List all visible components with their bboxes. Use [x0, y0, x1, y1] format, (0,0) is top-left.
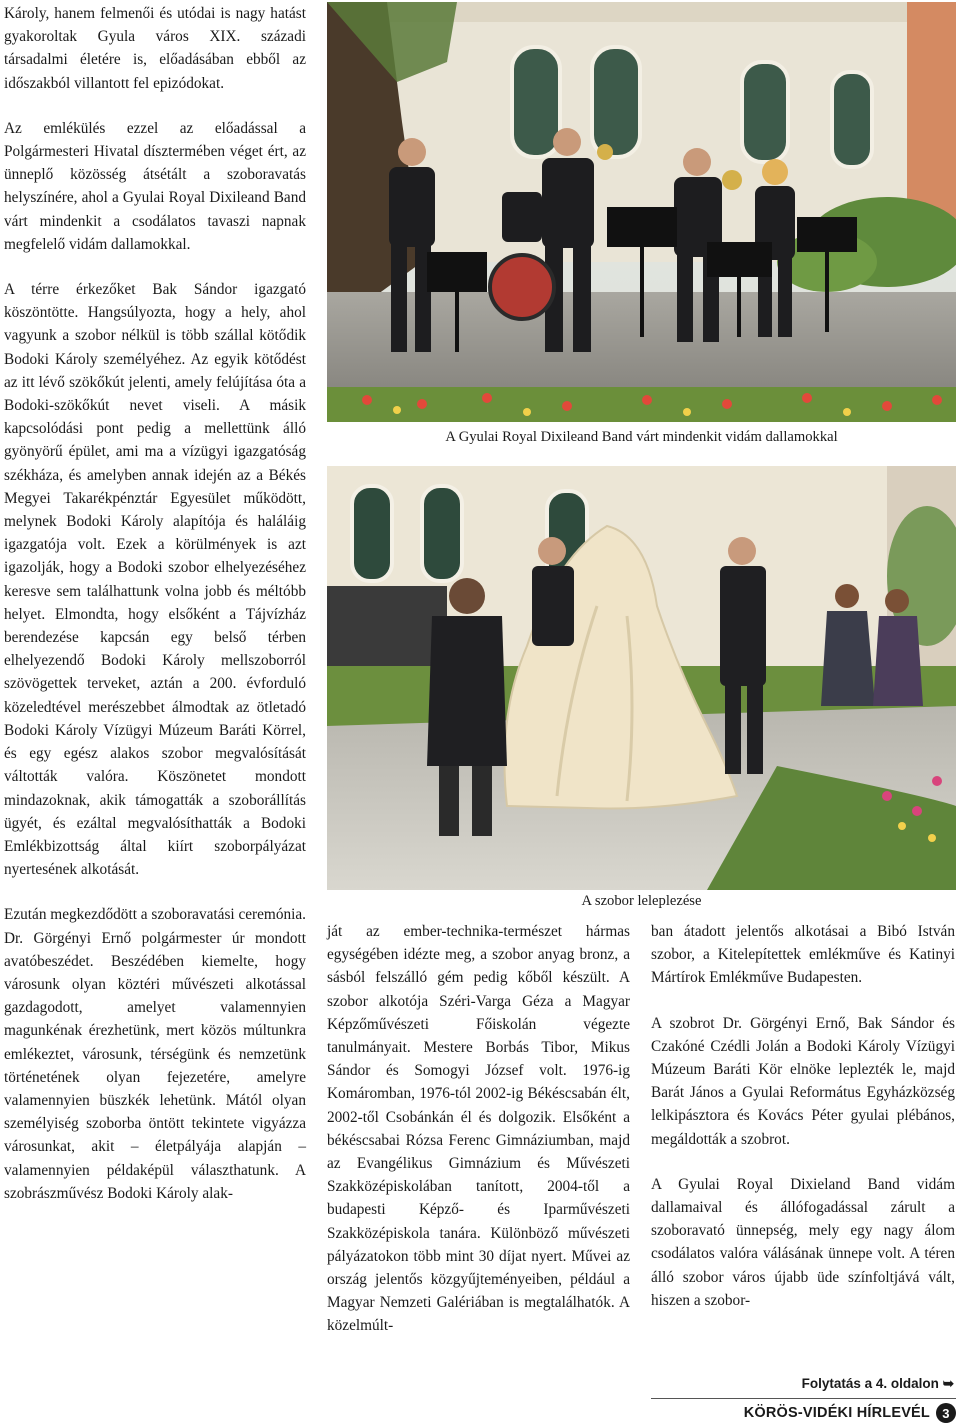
- paragraph: A szobrot Dr. Görgényi Ernő, Bak Sándor és Czakóné Czédli Jolán a Bodoki Károly Vízügyi Múzeum Baráti Kör elnöke leplezték le, majd Barát János a Gyulai Református Egyházközség lelkipásztora és Kovács Péter gyulai plébános, megáldották a szobrot.: [651, 1014, 955, 1148]
- page-footer: [744, 1403, 956, 1423]
- statue-photo-caption: A szobor leleplezése: [581, 893, 702, 909]
- band-photo-illustration: [327, 2, 956, 422]
- paragraph: ját az ember-technika-természet hármas egységében idézte meg, a szobor anyag bronz, a sásból felszálló gém pedig kőből készült. A szobor alkotója Széri-Varga Géza a Magyar Képzőművészeti Főiskolán végezte tanulmányait. Mestere Borbás Tibor, Mikus Sándor és Somogyi József volt. 1976-ig Komáromban, 1976-tól 2002-ig Békéscsabán élt, 2002-től Csobánkán él és dolgozik. Elsőként a békéscsabai Rózsa Ferenc Gimnáziumban, majd az Evangélikus Gimnázium és Művészeti Szakközépiskolában tanított, 2004-től a budapesti Képző- és Iparművészeti Szakközépiskola tanára. Különböző művészeti pályázatokon több mint 30 díjat nyert. Művei az ország jelentős közgyűjteményeiben, például a Magyar Nemzeti Galériában is megtalálhatók. A közelmúlt-: [327, 923, 630, 1335]
- statue-photo-illustration: [327, 466, 956, 890]
- band-photo-caption: A Gyulai Royal Dixileand Band várt mindenkit vidám dallamokkal: [445, 429, 838, 445]
- continued-on-page-link[interactable]: [802, 1376, 954, 1392]
- arrow-icon: ➥: [942, 1376, 954, 1391]
- paragraph: Ezután megkezdődött a szoboravatási ceremónia. Dr. Görgényi Ernő polgármester úr mondott avatóbeszédet. Beszédében kiemelte, hogy városunk olyan köztéri művészeti alkotással gazdagodott, amelyet valamennyien magunkénak érezhetünk, mert közös múltunkra emlékeztet, városunk, térségünk és nemzetünk történetének olyan fejezetére, amelyre valamennyien büszkék lehetünk. Mától olyan személyiség szoborba öntött tekintete vigyázza városunkat, akit – életpályája alapján – valamennyien példaképül választhatunk. A szobrászművész Bodoki Károly alak-: [4, 906, 306, 1202]
- paragraph: A térre érkezőket Bak Sándor igazgató köszöntötte. Hangsúlyozta, hogy a hely, ahol vagyunk a szobor nélkül is több szállal kötődik Bodoki Károly személyéhez. Az egyik kötődést az itt lévő szökőkút jelenti, amely felújítása óta a Bodoki-szökőkút nevet viseli. A másik kapcsolódási pont pedig a mellettünk álló gyönyörű épület, ami ma a vízügyi igazgatóság székháza, és amelyben annak idején az a Békés Megyei Takarékpénztár Egyesület működött, melynek Bodoki Károly alapítója és haláláig igazgatója volt. Ezek a körülmények is azt igazolják, hogy a Bodoki szobor elhelyezéséhez keresve sem találhattunk volna jobb és méltóbb helyet. Elmondta, hogy elsőként a Tájvízház berendezése kapcsán egy belső térben elhelyezendő Bodoki Károly mellszoborról szövögettek terveket, aztán a 200. évforduló közeledtével merészebbet álmodtak az ötletadó Bodoki Károly Vízügyi Múzeum Baráti Körrel, és egy egész alakos szobor megvalósítását váltották valóra. Köszönetet mondott mindazoknak, akik támogatták a szoborállítás ügyét, és ezáltal megvalósíthatták a Bodoki Emlékbizottság által kiírt szoborpályázat nyertesének alkotását.: [4, 281, 306, 879]
- paragraph: ban átadott jelentős alkotásai a Bibó István szobor, a Kitelepítettek emlékműve és Katinyi Mártírok Emlékműve Budapesten.: [651, 923, 955, 987]
- publication-name: KÖRÖS-VIDÉKI HÍRLEVÉL: [743, 1405, 930, 1421]
- paragraph: Az emlékülés ezzel az előadással a Polgármesteri Hivatal dísztermében véget ért, az ünneplő közösség átsétált a szoboravatás helyszínére, ahol a Gyulai Royal Dixileand Band várt mindenkit a csodálatos tavaszi napnak megfelelő vidám dallamokkal.: [4, 119, 306, 253]
- middle-column: [327, 920, 630, 1338]
- continued-text: Folytatás a 4. oldalon: [801, 1376, 939, 1391]
- left-column: [4, 2, 306, 1205]
- footer-divider: [651, 1398, 956, 1399]
- right-column: [651, 920, 955, 1312]
- band-photo: [327, 2, 956, 422]
- paragraph: A Gyulai Royal Dixieland Band vidám dallamaival és állófogadással zárult a szoboravató ünnepség, mely egy nagy álom csodálatos valóra válásának ünnepe volt. A téren álló szobor város újabb üde színfoltjává vált, hiszen a szobor-: [651, 1175, 955, 1309]
- page-number-badge: 3: [936, 1403, 956, 1423]
- statue-unveiling-photo: [327, 466, 956, 890]
- paragraph: Károly, hanem felmenői és utódai is nagy hatást gyakoroltak Gyula város XIX. századi társadalmi életére is, előadásában ebből az időszakból villantott fel epizódokat.: [4, 5, 306, 92]
